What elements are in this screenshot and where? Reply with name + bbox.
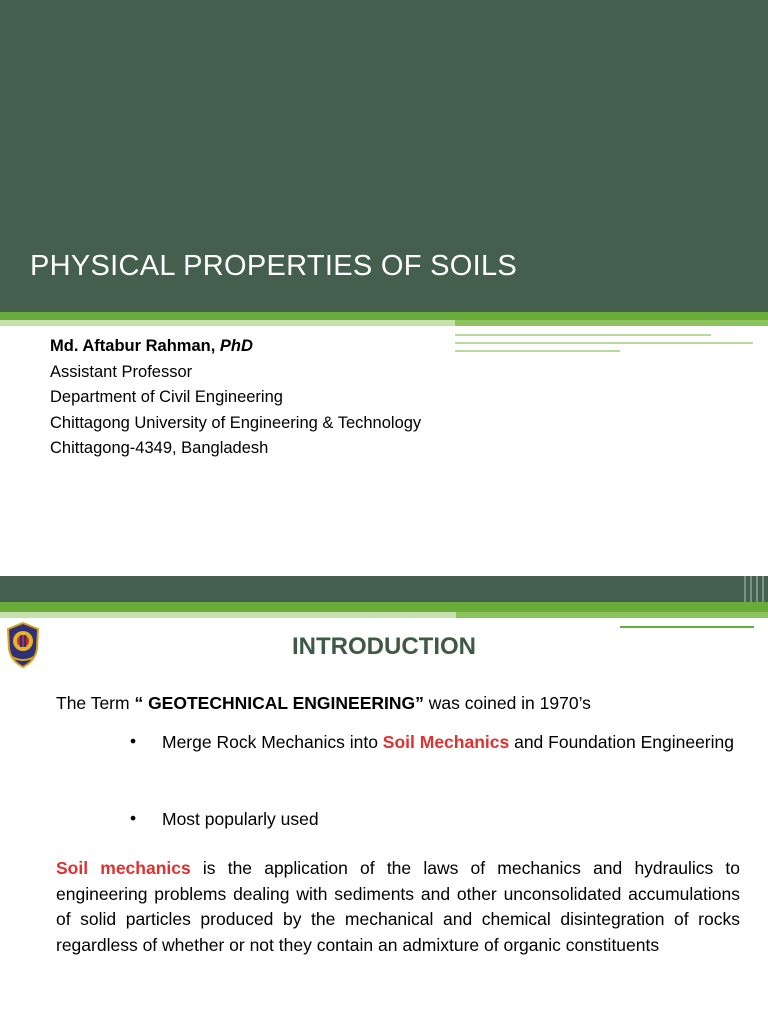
definition-paragraph: Soil mechanics is the application of the laws of mechanics and hydraulics to engineering problems dealing with sediments and other unconsolidated accumulations of solid particles produced by the mechanical and chemical disintegration of rocks regardless of whether or not they contain an admixture of organic constituents <box>56 858 740 955</box>
intro-header-band <box>0 576 768 602</box>
author-position: Assistant Professor <box>50 362 193 381</box>
intro-sentence: The Term “ GEOTECHNICAL ENGINEERING” was coined in 1970’s <box>56 693 591 713</box>
slide-title: PHYSICAL PROPERTIES OF SOILS <box>30 250 518 282</box>
author-department: Department of Civil Engineering <box>50 388 283 406</box>
soil-mechanics-highlight: Soil Mechanics <box>382 732 510 752</box>
author-name: Md. Aftabur Rahman, PhD <box>50 337 253 355</box>
author-address: Chittagong-4349, Bangladesh <box>50 439 269 457</box>
light-green-band <box>0 612 456 618</box>
light-green-band <box>0 320 455 326</box>
bullet-item: Most popularly used <box>162 809 319 829</box>
author-degree: PhD <box>219 337 253 355</box>
author-block <box>50 334 421 462</box>
bullet-marker: • <box>130 808 137 828</box>
author-university: Chittagong University of Engineering & Technology <box>50 413 422 432</box>
introduction-slide <box>0 576 768 1024</box>
decorative-lines <box>620 618 768 630</box>
bullet-marker: • <box>130 731 137 751</box>
soil-mechanics-term: Soil mechanics <box>56 858 191 878</box>
header-stripes <box>742 576 768 602</box>
decorative-lines <box>455 326 768 356</box>
green-accent-band <box>0 312 768 320</box>
geotechnical-term: “ GEOTECHNICAL ENGINEERING” <box>134 693 424 713</box>
green-accent-band <box>0 602 768 612</box>
bullet-item: Merge Rock Mechanics into Soil Mechanics and Foundation Engineering <box>162 732 734 752</box>
slide-heading: INTRODUCTION <box>292 633 476 660</box>
